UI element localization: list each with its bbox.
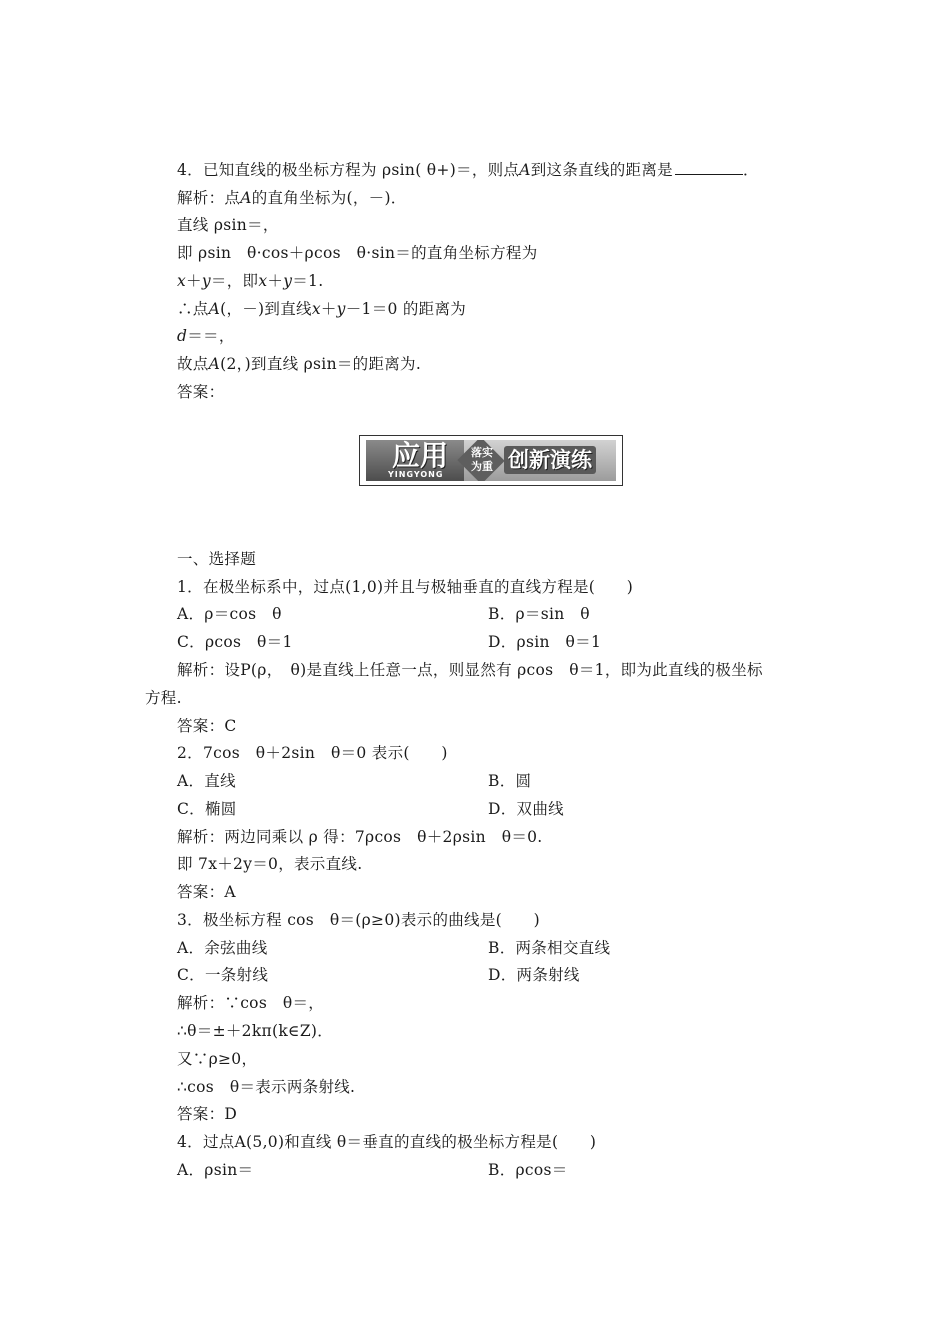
math-variable: A [208, 300, 221, 318]
q4-stem: 4．过点A(5,0)和直线 θ＝垂直的直线的极坐标方程是( ) [177, 1133, 597, 1151]
section-title: 一、选择题 [177, 550, 257, 568]
q2-answer: 答案：A [177, 883, 236, 901]
q1-option-c: C．ρcos θ＝1 [177, 633, 293, 651]
q4-top-analysis-line [177, 299, 466, 319]
math-variable: x [177, 272, 187, 290]
math-variable: x [311, 300, 321, 318]
banner-graphic [366, 440, 616, 481]
math-variable: A [208, 355, 221, 373]
q3-option-a: A．余弦曲线 [177, 939, 268, 957]
q2-analysis: 解析：两边同乘以 ρ 得：7ρcos θ＋2ρsin θ＝0. [177, 828, 543, 846]
analysis-text: 直线 ρsin＝， [177, 216, 279, 234]
q2-option-a: A．直线 [177, 772, 236, 790]
q2-stem: 2．7cos θ＋2sin θ＝0 表示( ) [177, 744, 448, 762]
q1-analysis-cont: 方程. [145, 689, 182, 707]
q2-option-b: B．圆 [488, 772, 532, 790]
q1-option-d: D．ρsin θ＝1 [488, 633, 602, 651]
q3-analysis-2: ∴θ＝±＋2kπ(k∈Z)． [177, 1022, 334, 1040]
q4-top-analysis-line [177, 243, 538, 263]
math-variable: y [336, 300, 346, 318]
analysis-text: ＋ [186, 272, 202, 290]
math-variable: y [283, 272, 293, 290]
q4-option-b: B．ρcos＝ [488, 1161, 568, 1179]
q1-option-a: A．ρ＝cos θ [177, 605, 282, 623]
banner-main-text: 应用 [392, 440, 449, 472]
q2-option-c: C．椭圆 [177, 800, 237, 818]
analysis-text: (2，)到直线 ρsin＝的距离为. [220, 355, 422, 373]
section-banner [359, 435, 623, 486]
q3-option-d: D．两条射线 [488, 966, 580, 984]
analysis-text: (，－)到直线 [220, 300, 312, 318]
q3-option-b: B．两条相交直线 [488, 939, 611, 957]
q3-analysis-4: ∴cos θ＝表示两条射线. [177, 1078, 356, 1096]
q4-top-stem-var: A [519, 161, 531, 179]
q4-top-analysis-line [177, 354, 421, 374]
q2-analysis-2: 即 7x＋2y＝0，表示直线. [177, 855, 363, 873]
analysis-text: 答案： [177, 383, 225, 401]
math-variable: y [201, 272, 211, 290]
banner-badge-text: 落实为重 [471, 446, 493, 473]
q3-analysis-1: 解析：∵cos θ＝， [177, 994, 325, 1012]
q1-option-b: B．ρ＝sin θ [488, 605, 590, 623]
q3-stem: 3．极坐标方程 cos θ＝(ρ≥0)表示的曲线是( ) [177, 911, 540, 929]
analysis-text: ∴点 [177, 300, 209, 318]
q3-analysis-3: 又∵ρ≥0， [177, 1050, 258, 1068]
q4-top-analysis-line [177, 271, 323, 291]
analysis-text: 故点 [177, 355, 209, 373]
analysis-text: ＝1. [292, 272, 324, 290]
q4-top-analysis-line [177, 326, 235, 346]
analysis-text: ＋ [267, 272, 284, 290]
q4-top-analysis-line [177, 215, 279, 235]
analysis-text: 的直角坐标为(，－)． [251, 189, 407, 207]
q1-analysis: 解析：设P(ρ， θ)是直线上任意一点，则显然有 ρcos θ＝1，即为此直线的极坐标 [177, 661, 763, 679]
q1-answer: 答案：C [177, 717, 237, 735]
analysis-text: －1＝0 的距离为 [345, 300, 467, 318]
analysis-text: 即 ρsin θ·cos＋ρcos θ·sin＝的直角坐标方程为 [177, 244, 538, 262]
math-variable: A [240, 189, 252, 207]
math-variable: d [177, 327, 188, 345]
q2-option-d: D．双曲线 [488, 800, 564, 818]
q4-top-analysis-line [177, 382, 224, 402]
q4-top-stem-text-2: 到这条直线的距离是 [530, 161, 673, 179]
analysis-text: ＝，即 [210, 272, 259, 290]
analysis-text: ＝＝， [187, 327, 235, 345]
q1-stem: 1．在极坐标系中，过点(1,0)并且与极轴垂直的直线方程是( ) [177, 578, 634, 596]
answer-blank [675, 160, 743, 175]
q4-top-stem [177, 160, 759, 180]
banner-sub-text: YINGYONG [388, 470, 444, 479]
q3-option-c: C．一条射线 [177, 966, 269, 984]
q3-answer: 答案：D [177, 1105, 238, 1123]
q4-top-analysis-line [177, 188, 407, 208]
math-variable: x [258, 272, 268, 290]
q4-option-a: A．ρsin＝ [177, 1161, 254, 1179]
analysis-text: 解析：点 [177, 189, 241, 207]
q4-top-stem-text: 4．已知直线的极坐标方程为 ρsin( θ+)＝，则点 [177, 161, 520, 179]
banner-title: 创新演练 [504, 446, 596, 474]
q4-top-stem-end: ． [742, 161, 759, 179]
analysis-text: ＋ [320, 300, 337, 318]
